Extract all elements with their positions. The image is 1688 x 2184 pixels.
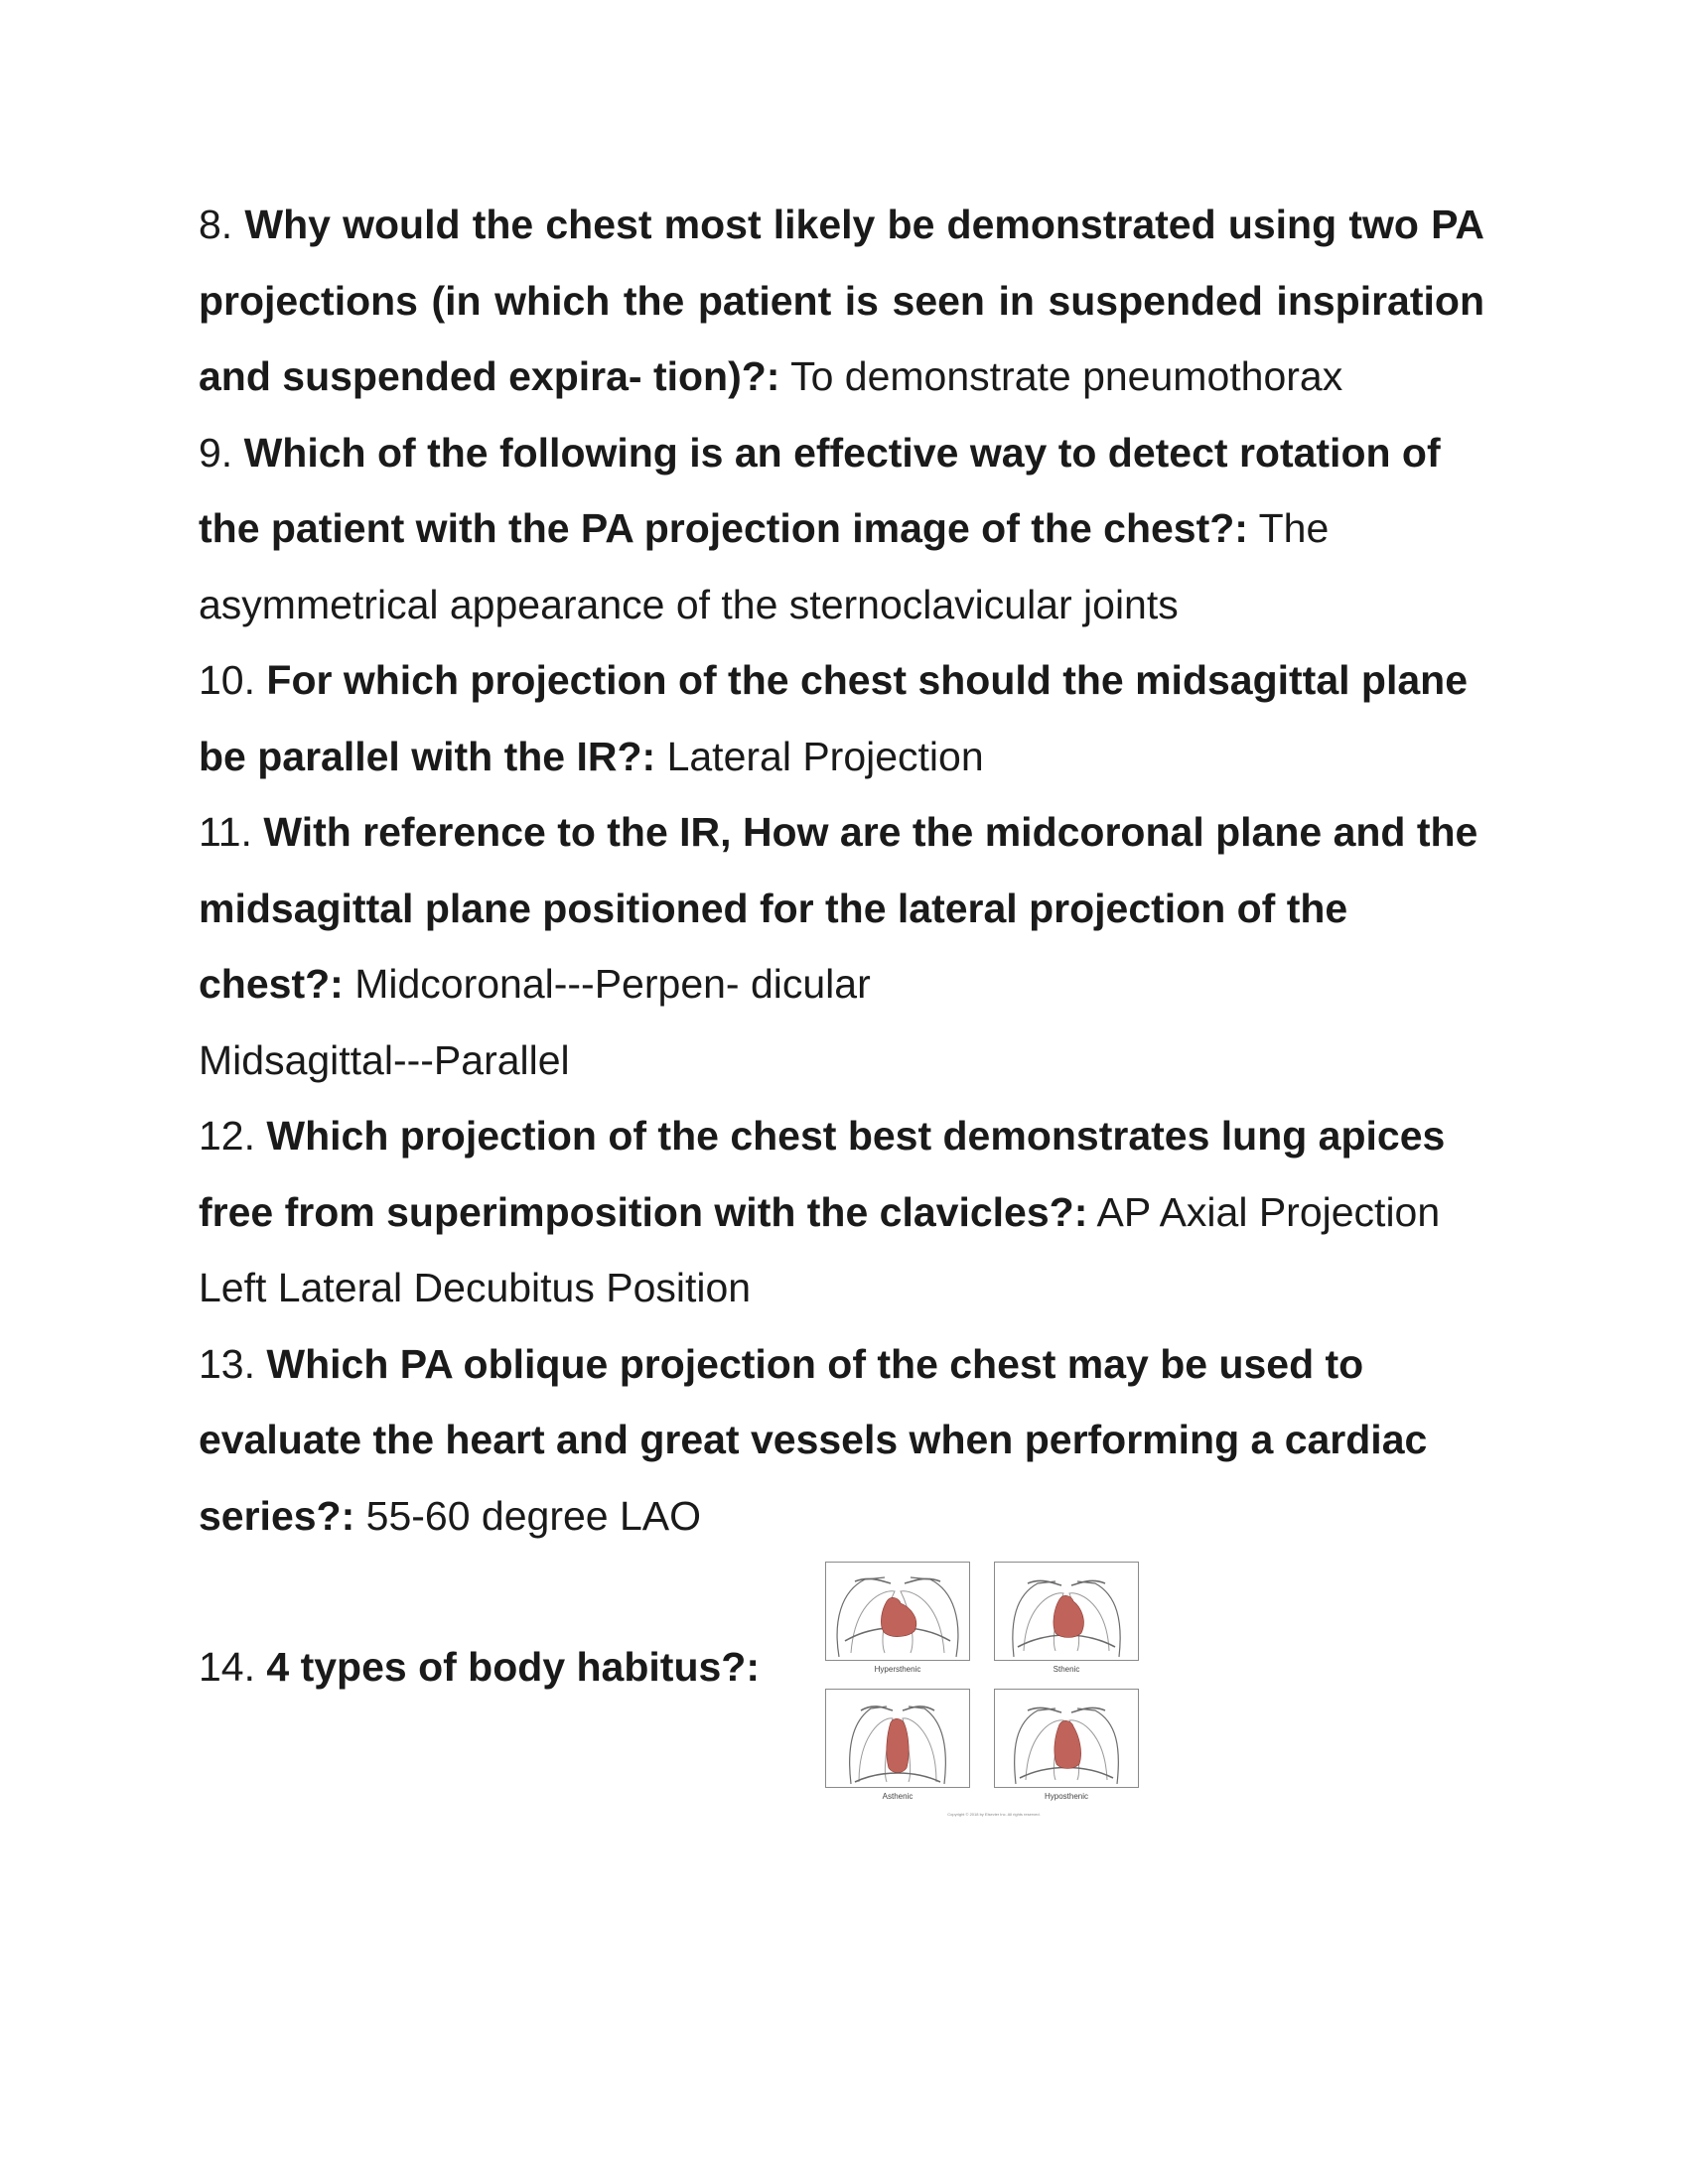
- sthenic-thorax-drawing: [994, 1562, 1139, 1661]
- question-text: Which of the following is an effective way to detect rotation of the patient with the PA projection image of the chest?:: [199, 429, 1441, 551]
- asthenic-label: Asthenic: [882, 1792, 914, 1801]
- answer-text: AP Axial Projection: [1096, 1188, 1441, 1235]
- question-number: 10.: [199, 657, 255, 703]
- question-text: 4 types of body habitus?:: [266, 1644, 760, 1690]
- answer-text-line-2: Left Lateral Decubitus Position: [199, 1265, 752, 1310]
- question-number: 13.: [199, 1340, 255, 1387]
- question-text: Which PA oblique projection of the chest may be used to evaluate the heart and great vessels when performing a cardiac series?:: [199, 1340, 1428, 1539]
- sthenic-panel: [994, 1562, 1139, 1661]
- asthenic-panel: [825, 1689, 970, 1788]
- hyposthenic-label: Hyposthenic: [1044, 1792, 1089, 1801]
- sthenic-label: Sthenic: [1053, 1665, 1080, 1674]
- answer-text: Lateral Projection: [666, 733, 984, 779]
- question-number: 8.: [199, 202, 233, 247]
- answer-text: Midcoronal---Perpen- dicular: [354, 961, 871, 1007]
- question-14: [199, 1562, 1484, 1830]
- question-14-text-block: [199, 1629, 760, 1706]
- hypersthenic-panel: [825, 1562, 970, 1661]
- figure-copyright: Copyright © 2018 by Elsevier Inc. All rights reserved.: [947, 1812, 1041, 1817]
- question-8: [199, 187, 1484, 415]
- heart-shape: [887, 1718, 909, 1772]
- answer-text-line-2: Midsagittal---Parallel: [199, 1036, 570, 1083]
- question-10: [199, 642, 1484, 794]
- question-text: With reference to the IR, How are the midcoronal plane and the midsagittal plane positioned for the lateral projection of the chest?:: [199, 809, 1478, 1007]
- hyposthenic-panel: [994, 1689, 1139, 1788]
- question-text: For which projection of the chest should the midsagittal plane be parallel with the IR?:: [199, 657, 1469, 779]
- question-11: [199, 794, 1484, 1098]
- question-number: 12.: [199, 1113, 255, 1159]
- question-number: 14.: [199, 1644, 255, 1690]
- document-page: [199, 187, 1484, 1830]
- answer-text: 55-60 degree LAO: [365, 1492, 702, 1539]
- question-number: 9.: [199, 429, 233, 476]
- hypersthenic-label: Hypersthenic: [874, 1665, 921, 1674]
- question-13: [199, 1326, 1484, 1555]
- question-text: Why would the chest most likely be demonstrated using two PA projections (in which the patient is seen in suspended inspiration and suspended expira- tion)?:: [199, 202, 1484, 399]
- question-12: [199, 1098, 1484, 1326]
- hyposthenic-thorax-drawing: [994, 1689, 1139, 1788]
- asthenic-thorax-drawing: [825, 1689, 970, 1788]
- question-text: Which projection of the chest best demonstrates lung apices free from superimposition with the clavicles?:: [199, 1113, 1446, 1235]
- answer-text: To demonstrate pneumothorax: [790, 353, 1343, 399]
- body-habitus-figure: [825, 1562, 1163, 1820]
- hypersthenic-thorax-drawing: [825, 1562, 970, 1661]
- question-9: [199, 415, 1484, 643]
- answer-text: The asymmetrical appearance of the sternoclavicular joints: [199, 505, 1330, 627]
- question-number: 11.: [199, 809, 252, 855]
